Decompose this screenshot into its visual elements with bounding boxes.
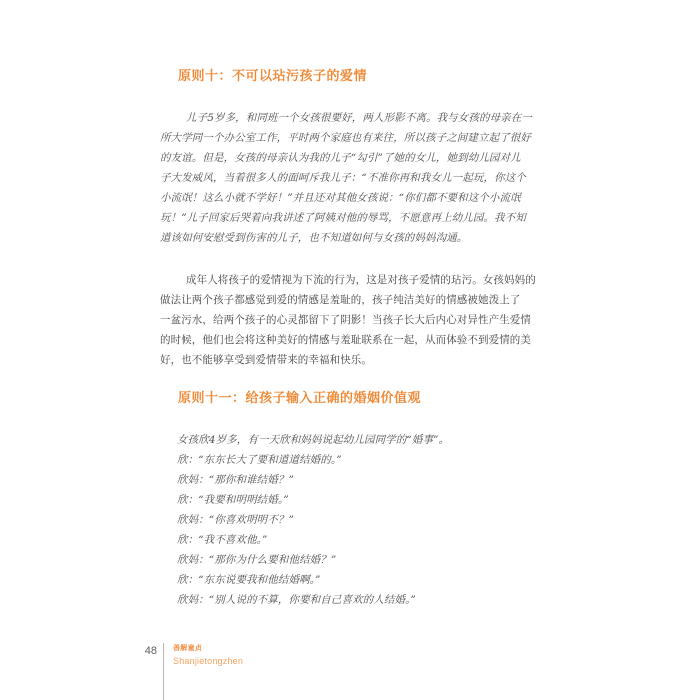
- text-line: 欣妈：“那你和谁结婚？”: [177, 474, 294, 486]
- text-line: 欣：“我要和明明结婚。”: [177, 494, 289, 506]
- text-line: 女孩欣4岁多，有一天欣和妈妈说起幼儿园同学的“婚事”。: [177, 434, 450, 446]
- section-heading-principle-10: 原则十：不可以玷污孩子的爱情: [178, 68, 368, 83]
- text-line: 的时候，他们也会将这种美好的情感与羞耻联系在一起，从而体验不到爱情的美: [160, 334, 531, 346]
- text-line: 成年人将孩子的爱情视为下流的行为，这是对孩子爱情的玷污。女孩妈妈的: [186, 274, 536, 286]
- text-line: 好，也不能够享受到爱情带来的幸福和快乐。: [160, 354, 372, 366]
- text-line: 欣：“我不喜欢他。”: [177, 534, 268, 546]
- text-line: 欣：“东东长大了要和道道结婚的。”: [177, 454, 342, 466]
- text-line: 欣妈：“那你为什么要和他结婚？”: [177, 554, 337, 566]
- footer-divider: [163, 643, 164, 700]
- text-line: 玩！”儿子回家后哭着向我讲述了阿姨对他的辱骂，不愿意再上幼儿园。我不知: [160, 212, 526, 224]
- page-number: 48: [144, 645, 157, 657]
- book-title-pinyin: Shanjietongzhen: [173, 656, 244, 666]
- section-heading-principle-11: 原则十一：给孩子输入正确的婚姻价值观: [178, 390, 422, 405]
- text-line: 道该如何安慰受到伤害的儿子，也不知道如何与女孩的妈妈沟通。: [160, 232, 468, 244]
- text-line: 欣：“东东说要我和他结婚啊。”: [177, 574, 321, 586]
- author-commentary-paragraph: [160, 270, 536, 370]
- text-line: 子大发威风，当着很多人的面呵斥我儿子：“不准你再和我女儿一起玩，你这个: [160, 172, 526, 184]
- dialogue-block: [177, 430, 537, 610]
- text-line: 做法让两个孩子都感觉到爱的情感是羞耻的，孩子纯洁美好的情感被她泼上了: [160, 294, 521, 306]
- book-title-chinese: 善解童贞: [173, 645, 203, 652]
- text-line: 欣妈：“你喜欢明明不？”: [177, 514, 294, 526]
- text-line: 所大学同一个办公室工作，平时两个家庭也有来往，所以孩子之间建立起了很好: [160, 132, 531, 144]
- parent-story-paragraph: [160, 108, 532, 248]
- text-line: 欣妈：“别人说的不算，你要和自己喜欢的人结婚。”: [177, 594, 416, 606]
- text-line: 儿子5岁多，和同班一个女孩很要好，两人形影不离。我与女孩的母亲在一: [186, 112, 532, 124]
- text-line: 的友谊。但是，女孩的母亲认为我的儿子“勾引”了她的女儿，她到幼儿园对儿: [160, 152, 521, 164]
- text-line: 小流氓！这么小就不学好！”并且还对其他女孩说：“你们都不要和这个小流氓: [160, 192, 521, 204]
- text-line: 一盆污水，给两个孩子的心灵都留下了阴影！当孩子长大后内心对异性产生爱情: [160, 314, 531, 326]
